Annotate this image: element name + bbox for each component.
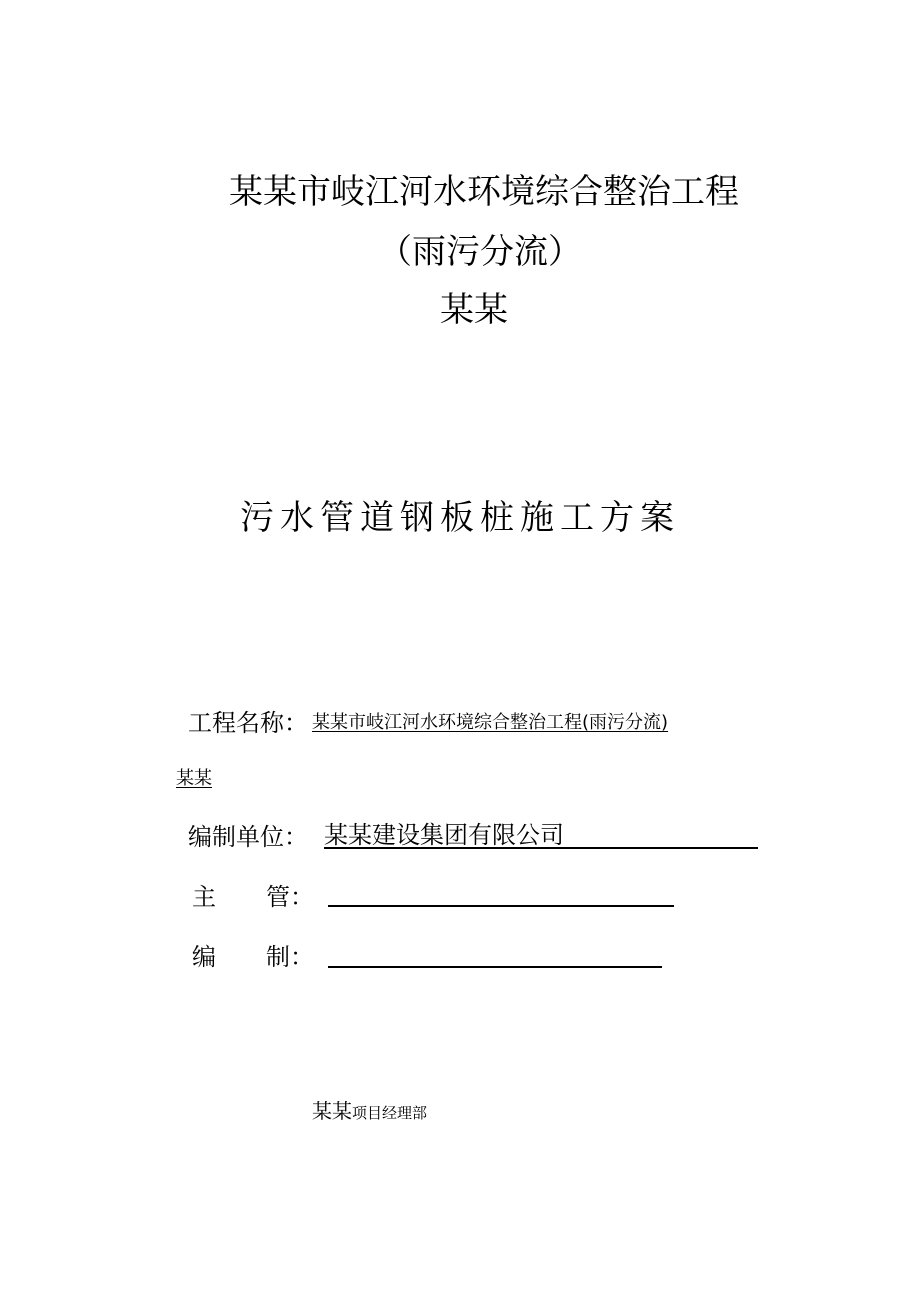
- supervisor-signature-line: [328, 905, 674, 907]
- compiling-unit-label: 编制单位：: [188, 823, 308, 851]
- supervisor-label-char2: 管：: [266, 883, 314, 911]
- footer-org: [312, 1098, 427, 1126]
- footer-org-suffix: 项目经理部: [352, 1104, 428, 1122]
- compiling-unit-underline: [324, 847, 758, 849]
- compiling-unit-value: 某某建设集团有限公司: [324, 821, 564, 849]
- project-name-value-continued: 某某: [176, 768, 212, 789]
- project-name-label: 工程名称：: [188, 709, 308, 737]
- supervisor-label-char1: 主: [192, 883, 216, 911]
- compiler-signature-line: [328, 966, 662, 968]
- document-subtitle: 污水管道钢板桩施工方案: [240, 498, 680, 538]
- compiler-label-char1: 编: [192, 943, 216, 971]
- cover-title-line2: （雨污分流）: [378, 232, 582, 272]
- footer-org-prefix: 某某: [312, 1099, 352, 1123]
- compiler-label-char2: 制：: [266, 943, 314, 971]
- project-name-value: 某某市岐江河水环境综合整治工程(雨污分流): [312, 712, 669, 733]
- cover-title-line3: 某某: [440, 290, 508, 330]
- cover-title-line1: 某某市岐江河水环境综合整治工程: [229, 172, 739, 212]
